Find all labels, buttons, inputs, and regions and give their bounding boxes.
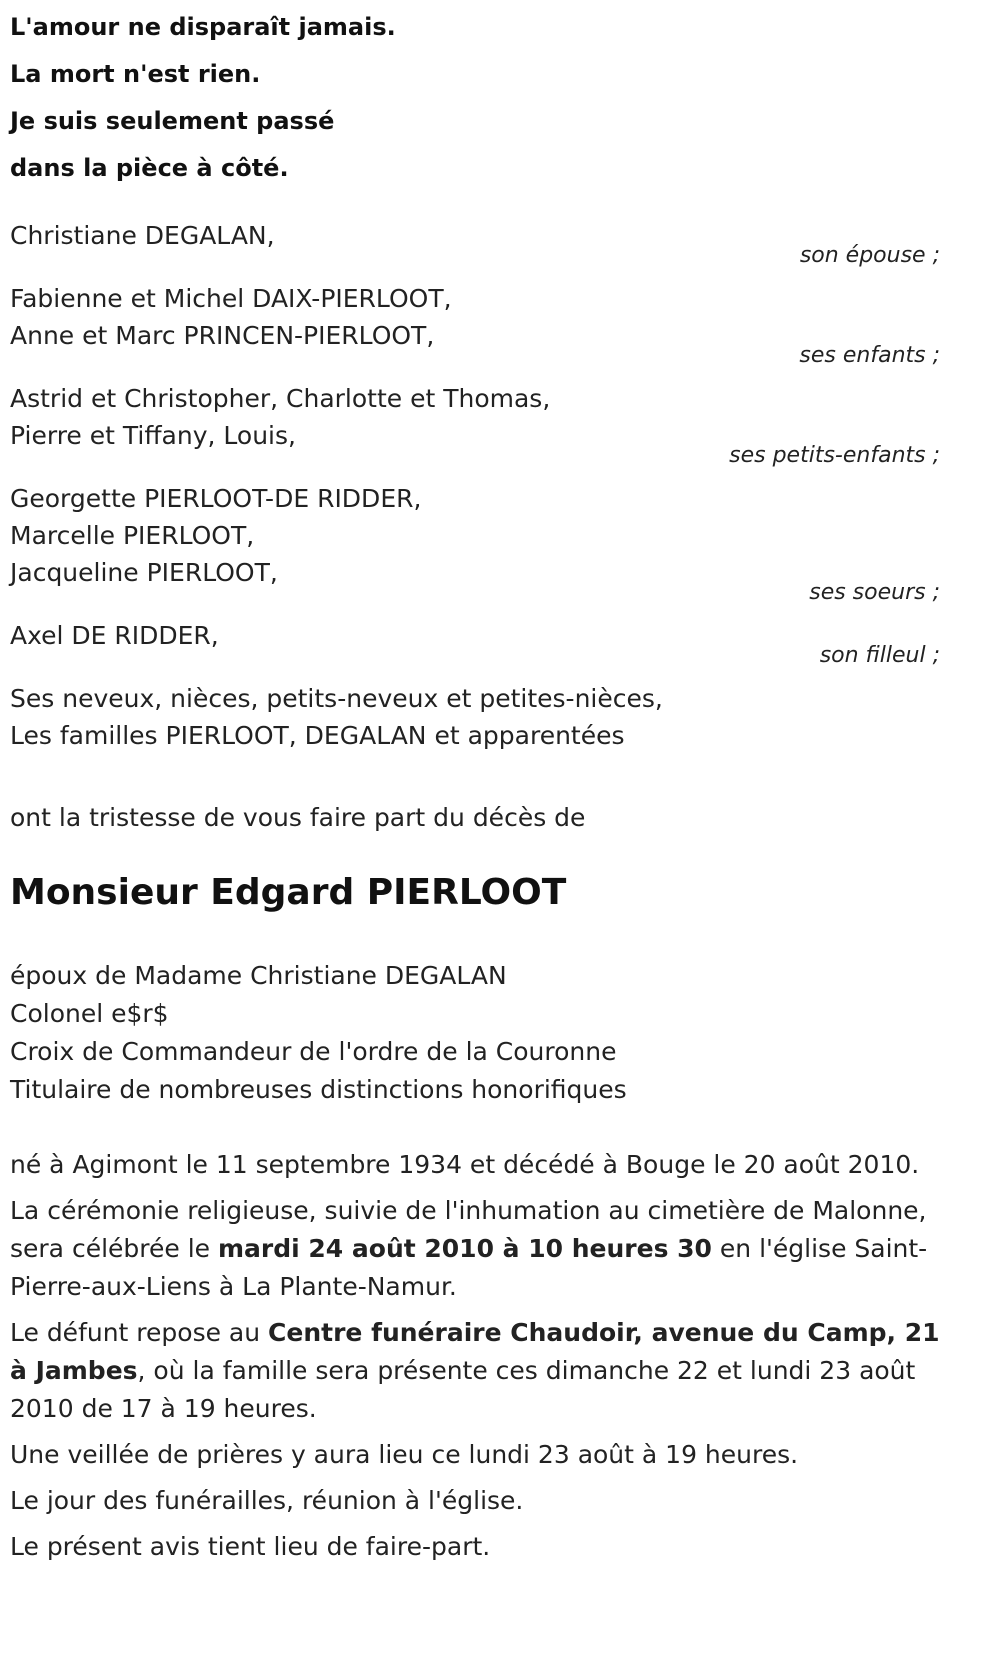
announcement: ont la tristesse de vous faire part du décès de (10, 803, 586, 832)
poem-line: L'amour ne disparaît jamais. (10, 13, 396, 41)
vigil-paragraph: Une veillée de prières y aura lieu ce lundi 23 août à 19 heures. (10, 1440, 799, 1469)
mourner-name: Axel DE RIDDER, (10, 621, 219, 650)
mourner-name: Marcelle PIERLOOT, (10, 521, 255, 550)
relation-label: son filleul ; (819, 643, 940, 668)
mourner-name: Anne et Marc PRINCEN-PIERLOOT, (10, 321, 435, 350)
mourner-name: Fabienne et Michel DAIX-PIERLOOT, (10, 284, 452, 313)
ceremony-paragraph (10, 1192, 940, 1306)
mourner-group-spouse (10, 217, 940, 268)
title-line: Titulaire de nombreuses distinctions honorifiques (10, 1075, 627, 1104)
families-group (10, 680, 940, 754)
obituary-notice (10, 0, 940, 1574)
rest-text: Le défunt repose au (10, 1318, 269, 1347)
mourner-group-children (10, 280, 940, 368)
funeral-day-paragraph: Le jour des funérailles, réunion à l'église. (10, 1486, 524, 1515)
funeral-details (10, 1146, 940, 1566)
mourners-list (10, 217, 940, 754)
notice-paragraph: Le présent avis tient lieu de faire-part. (10, 1532, 491, 1561)
mourner-name: Georgette PIERLOOT-DE RIDDER, (10, 484, 422, 513)
mourner-group-sisters (10, 480, 940, 605)
families-line: Les familles PIERLOOT, DEGALAN et apparentées (10, 721, 625, 750)
rest-location: Centre funéraire Chaudoir, avenue du Camp, 21 à Jambes (10, 1318, 940, 1385)
ceremony-location: en l'église Saint-Pierre-aux-Liens à La Plante-Namur. (10, 1234, 928, 1301)
deceased-titles (10, 957, 940, 1109)
families-line: Ses neveux, nièces, petits-neveux et petites-nièces, (10, 684, 663, 713)
ceremony-date: mardi 24 août 2010 à 10 heures 30 (217, 1234, 712, 1263)
title-line: Colonel e$r$ (10, 999, 169, 1028)
poem-line: La mort n'est rien. (10, 60, 261, 88)
rest-hours: , où la famille sera présente ces dimanche 22 et lundi 23 août 2010 de 17 à 19 heures. (10, 1356, 916, 1423)
rest-paragraph (10, 1314, 940, 1428)
birth-death-paragraph: né à Agimont le 11 septembre 1934 et décédé à Bouge le 20 août 2010. (10, 1150, 920, 1179)
relation-label: son épouse ; (799, 243, 940, 268)
relation-label: ses enfants ; (799, 343, 940, 368)
mourner-name: Astrid et Christopher, Charlotte et Thomas, (10, 384, 551, 413)
mourner-name: Christiane DEGALAN, (10, 221, 275, 250)
deceased-name: Monsieur Edgard PIERLOOT (10, 872, 567, 913)
relation-label: ses petits-enfants ; (729, 443, 940, 468)
mourner-group-grandchildren (10, 380, 940, 468)
mourner-group-godson (10, 617, 940, 668)
poem (10, 4, 940, 192)
title-line: Croix de Commandeur de l'ordre de la Couronne (10, 1037, 617, 1066)
mourner-name: Jacqueline PIERLOOT, (10, 558, 278, 587)
title-line: époux de Madame Christiane DEGALAN (10, 961, 507, 990)
mourner-name: Pierre et Tiffany, Louis, (10, 421, 296, 450)
poem-line: Je suis seulement passé (10, 107, 335, 135)
poem-line: dans la pièce à côté. (10, 154, 289, 182)
ceremony-text: La cérémonie religieuse, suivie de l'inhumation au cimetière de Malonne, sera célébrée le (10, 1196, 927, 1263)
relation-label: ses soeurs ; (809, 580, 940, 605)
